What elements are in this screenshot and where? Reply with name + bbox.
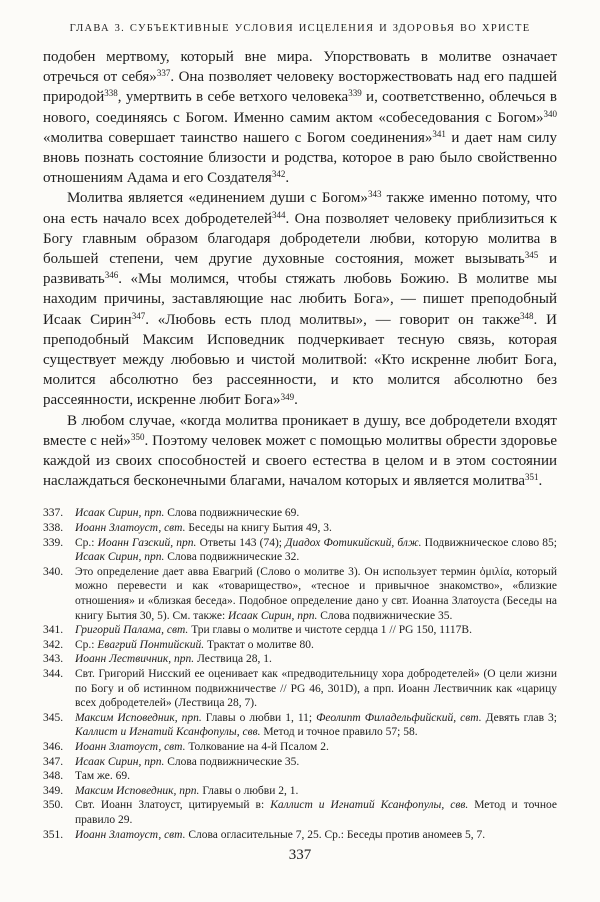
- footnote-ref-339: 339: [348, 88, 362, 99]
- footnote-author: Максим Исповедник, прп.: [75, 784, 200, 797]
- footnote-text: Исаак Сирин, прп. Слова подвижнические 35.: [75, 755, 300, 768]
- footnote-ref-344: 344: [272, 209, 286, 220]
- footnote-number: 349.: [43, 784, 64, 797]
- footnote-ref-351: 351: [525, 472, 539, 483]
- footnote-342: [43, 638, 557, 653]
- paragraph-3: В любом случае, «когда молитва проникает в душу, все добродетели входят вместе с ней»$^{350}$. Поэтому человек может с помощью молитвы обрести здоровье каждой из своих способностей и своего естества в целом и в этом состоянии наслаждаться бесконечными благами, началом которых и является молитва$^{351}$.: [43, 412, 557, 490]
- footnote-number: 340.: [43, 565, 64, 578]
- footnote-text: Григорий Палама, свт. Три главы о молитве и чистоте сердца 1 // PG 150, 1117B.: [75, 624, 472, 637]
- footnote-author: Каллист и Игнатий Ксанфопулы, свв.: [270, 799, 469, 812]
- footnote-number: 346.: [43, 740, 64, 753]
- footnotes-block: [43, 506, 557, 842]
- footnote-345: [43, 711, 557, 740]
- footnote-text: Максим Исповедник, прп. Главы о любви 2, 1.: [75, 784, 299, 797]
- footnote-ref-347: 347: [131, 310, 146, 321]
- footnote-author: Иоанн Златоуст, свт.: [75, 740, 186, 753]
- footnote-ref-348: 348: [520, 310, 534, 321]
- footnote-number: 345.: [43, 711, 64, 724]
- footnote-author: Иоанн Лествичник, прп.: [75, 653, 195, 666]
- footnote-text: Ср.: Иоанн Газский, прп. Ответы 143 (74); Диадох Фотикийский, блж. Подвижническое слово 85; Исаак Сирин, прп. Слова подвижнические 32.: [75, 536, 558, 564]
- footnote-347: [43, 755, 557, 770]
- footnote-author: Исаак Сирин, прп.: [75, 551, 165, 564]
- footnote-author: Диадох Фотикийский, блж.: [285, 536, 422, 549]
- footnote-author: Феолипт Филадельфийский, свт.: [316, 711, 482, 724]
- footnote-number: 343.: [43, 653, 64, 666]
- footnote-author: Исаак Сирин, прп.: [75, 507, 165, 520]
- running-header: ГЛАВА 3. СУБЪЕКТИВНЫЕ УСЛОВИЯ ИСЦЕЛЕНИЯ И ЗДОРОВЬЯ ВО ХРИСТЕ: [69, 23, 531, 34]
- body-text: [43, 47, 557, 491]
- footnote-author: Исаак Сирин, прп.: [228, 609, 318, 622]
- footnote-number: 350.: [43, 799, 64, 812]
- footnote-author: Иоанн Златоуст, свт.: [75, 828, 186, 841]
- footnote-ref-337: 337: [156, 68, 171, 79]
- footnote-text: Иоанн Златоуст, свт. Толкование на 4-й Псалом 2.: [75, 740, 329, 753]
- footnote-text: Иоанн Лествичник, прп. Лествица 28, 1.: [75, 653, 272, 666]
- footnote-ref-350: 350: [130, 431, 145, 442]
- footnote-author: Иоанн Златоуст, свт.: [75, 522, 186, 535]
- footnote-346: [43, 740, 557, 755]
- footnote-text: Свт. Иоанн Златоуст, цитируемый в: Каллист и Игнатий Ксанфопулы, свв. Метод и точное правило 29.: [75, 799, 557, 826]
- footnote-text: Свт. Григорий Нисский ее оценивает как «предводительницу хора добродетелей» (О цели жизни по Богу и об истинном подвижничестве // PG 46, 301D), а прп. Иоанн Лествичник как «царицу всех добродетелей» (Лествица 28, 7).: [75, 668, 557, 710]
- footnote-ref-349: 349: [280, 391, 295, 402]
- footnote-number: 338.: [43, 522, 64, 535]
- footnote-ref-346: 346: [104, 270, 119, 281]
- footnote-author: Иоанн Газский, прп.: [97, 536, 197, 549]
- footnote-ref-341: 341: [432, 128, 446, 139]
- footnote-338: [43, 521, 557, 536]
- footnote-339: [43, 536, 557, 565]
- footnote-text: Там же. 69.: [75, 770, 131, 783]
- page-number: 337: [288, 847, 312, 863]
- footnote-text: Максим Исповедник, прп. Главы о любви 1, 11; Феолипт Филадельфийский, свт. Девять глав 3; Каллист и Игнатий Ксанфопулы, свв. Метод и точное правило 57; 58.: [75, 711, 557, 739]
- footnote-number: 344.: [43, 668, 64, 680]
- footnote-349: [43, 784, 557, 799]
- footnote-341: [43, 623, 557, 638]
- footnote-350: [43, 798, 557, 827]
- footnote-337: [43, 506, 557, 521]
- footnote-340: [43, 565, 557, 623]
- footnote-number: 348.: [43, 770, 64, 783]
- footnote-text: Иоанн Златоуст, свт. Беседы на книгу Бытия 49, 3.: [75, 522, 332, 535]
- footnote-ref-338: 338: [104, 88, 118, 99]
- footnote-number: 341.: [43, 624, 64, 637]
- footnote-ref-340: 340: [543, 108, 557, 119]
- footnote-author: Григорий Палама, свт.: [75, 624, 189, 637]
- footnote-text: Это определение дает авва Евагрий (Слово о молитве 3). Он использует термин ὁμιλία, который можно перевести и как «товарищество», «тесное и привычное знакомство», «близкие отношения» и «близкая беседа». Подобное определение дано у свт. Иоанна Златоуста (Беседы на книгу Бытия 30, 5). См. также: Исаак Сирин, прп. Слова подвижнические 35.: [75, 565, 557, 622]
- paragraph-1: подобен мертвому, который вне мира. Упорствовать в молитве означает отречься от себя»$^{337}$. Она позволяет человеку восторжествовать над его падшей природой$^{338}$, умертвить в себе ветхого человека$^{339}$ и, соответственно, облечься в нового, соединяясь с Богом. Именно самим актом «собеседования с Богом»$^{340}$ «молитва совершает таинство нашего с Богом соединения»$^{341}$ и дает нам силу вновь познать состояние близости и родства, которое в раю было свойственно отношениям Адама и его Создателя$^{342}$.: [43, 49, 558, 187]
- footnote-author: Евагрий Понтийский.: [97, 638, 205, 651]
- footnote-number: 351.: [43, 828, 64, 841]
- footnote-author: Максим Исповедник, прп.: [75, 711, 202, 724]
- footnote-number: 337.: [43, 507, 64, 520]
- footnote-author: Исаак Сирин, прп.: [75, 755, 165, 768]
- footnote-351: [43, 828, 557, 843]
- footnote-343: [43, 652, 557, 667]
- footnote-number: 342.: [43, 638, 64, 651]
- footnote-text: Иоанн Златоуст, свт. Слова огласительные 7, 25. Ср.: Беседы против аномеев 5, 7.: [75, 828, 486, 841]
- footnote-348: [43, 769, 557, 784]
- footnote-ref-345: 345: [524, 250, 539, 261]
- footnote-author: Каллист и Игнатий Ксанфопулы, свв.: [75, 726, 261, 739]
- footnote-number: 347.: [43, 755, 64, 768]
- footnote-number: 339.: [43, 536, 64, 549]
- footnote-ref-343: 343: [367, 189, 382, 200]
- paragraph-2: Молитва является «единением души с Богом»$^{343}$ также именно потому, что она есть начало всех добродетелей$^{344}$. Она позволяет человеку приблизиться к Богу главным образом благодаря добродетели любви, которую молитва в большей степени, чем другие духовные состояния, может вызывать$^{345}$ и развивать$^{346}$. «Мы молимся, чтобы стяжать любовь Божию. В молитве мы находим причины, заставляющие нас любить Бога», — пишет преподобный Исаак Сирин$^{347}$. «Любовь есть плод молитвы», — говорит он также$^{348}$. И преподобный Максим Исповедник подчеркивает тесную связь, которая существует между любовью и чистой молитвой: «Кто искренне любит Бога, молится абсолютно без рассеянности, и кто молится абсолютно без рассеянности, искренне любит Бога»$^{349}$.: [43, 189, 557, 409]
- footnote-ref-342: 342: [271, 169, 286, 180]
- footnote-344: [43, 667, 557, 711]
- footnote-text: Ср.: Евагрий Понтийский. Трактат о молитве 80.: [75, 638, 314, 651]
- footnote-text: Исаак Сирин, прп. Слова подвижнические 69.: [75, 507, 300, 520]
